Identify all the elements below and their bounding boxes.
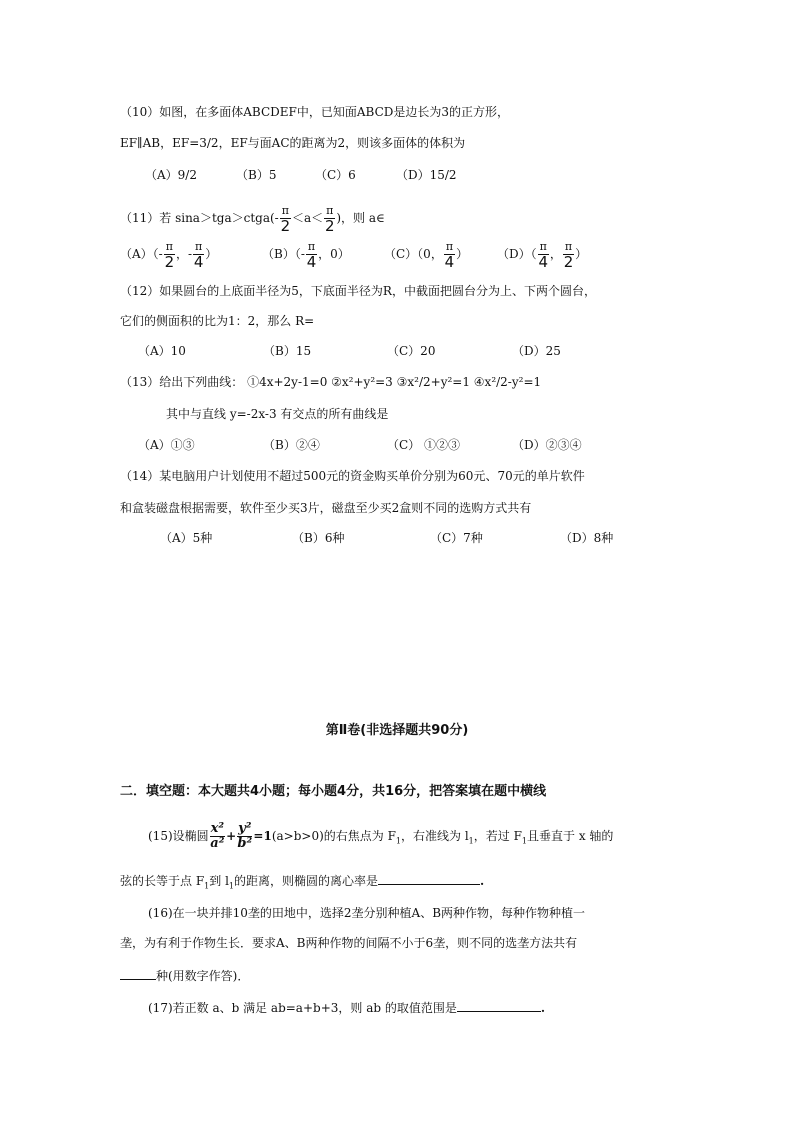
q15-line2: 弦的长等于点 $F_1$到 $l_1$的距离，则椭圆的离心率是 . — [120, 874, 485, 891]
q11-frac-pi-2: $\frac{\pi}{2}$ — [280, 204, 291, 235]
q13-option-d: （D）②③④ — [512, 438, 582, 452]
q14-line2: 和盒装磁盘根据需要，软件至少买3片，磁盘至少买2盒则不同的选购方式共有 — [120, 501, 532, 515]
q12-option-d: （D）25 — [512, 344, 561, 358]
q13-option-a: （A）①③ — [138, 438, 195, 452]
q14-line1: （14）某电脑用户计划使用不超过500元的资金购买单价分别为60元、70元的单片软件 — [120, 469, 585, 483]
q11-option-c: （C）（0， $\frac{\pi}{4}$ ） — [384, 240, 469, 271]
q15-line1: (15)设椭圆 $\frac{\text{x²}}{\text{a²}}$ + $\frac{\text{y²}}{\text{b²}}$ =1(a>b>0)的右焦点为 $F_1$，右准线为 $l_1$，若过 $F_1$且垂直于 x 轴的 — [148, 821, 614, 851]
q17-line: (17)若正数 a、b 满足 ab=a+b+3，则 ab 的取值范围是 . — [148, 1001, 546, 1015]
q13-line2: 其中与直线 y=-2x-3 有交点的所有曲线是 — [166, 407, 389, 421]
part2-title: 第Ⅱ卷(非选择题共90分) — [325, 723, 469, 738]
q14-option-a: （A）5种 — [160, 531, 213, 545]
q12-line1: （12）如果圆台的上底面半径为5，下底面半径为R，中截面把圆台分为上、下两个圆台， — [120, 284, 596, 298]
q16-line3: 种(用数字作答)． — [120, 967, 249, 984]
q16-line2: 垄，为有利于作物生长．要求A、B两种作物的间隔不小于6垄，则不同的选垄方法共有 — [120, 936, 578, 950]
q12-option-c: （C）20 — [387, 344, 436, 358]
q10-option-c: （C）6 — [315, 168, 356, 182]
q15-answer-blank[interactable] — [378, 872, 480, 885]
q15-frac-x2-a2: $\frac{\text{x²}}{\text{a²}}$ — [210, 821, 225, 851]
q11-option-a: （A）（- $\frac{\pi}{2}$ ，- $\frac{\pi}{4}$ ） — [120, 240, 218, 271]
q16-line1: (16)在一块并排10垄的田地中，选择2垄分别种植A、B两种作物，每种作物种植一 — [148, 906, 586, 920]
q10-line2: EF∥AB，EF=3/2，EF与面AC的距离为2，则该多面体的体积为 — [120, 136, 466, 150]
q10-option-a: （A）9/2 — [145, 168, 197, 182]
section2-heading: 二．填空题：本大题共4小题；每小题4分，共16分，把答案填在题中横线 — [120, 784, 547, 799]
q14-option-c: （C）7种 — [430, 531, 483, 545]
q15-frac-y2-b2: $\frac{\text{y²}}{\text{b²}}$ — [237, 821, 253, 851]
q13-line1: （13）给出下列曲线： ①4x+2y-1=0 ②x²+y²=3 ③x²/2+y²=1 ④x²/2-y²=1 — [120, 375, 542, 389]
q14-option-d: （D）8种 — [560, 531, 614, 545]
q13-option-c: （C） ①②③ — [387, 438, 460, 452]
q11-frac-pi-2b: $\frac{\pi}{2}$ — [324, 204, 335, 235]
q12-option-a: （A）10 — [138, 344, 186, 358]
q10-option-d: （D）15/2 — [396, 168, 457, 182]
q16-answer-blank[interactable] — [120, 967, 156, 980]
q11-option-d: （D）（ $\frac{\pi}{4}$ ， $\frac{\pi}{2}$ ） — [497, 240, 588, 271]
q11-prefix: （11）若 sina＞tga＞ctga(- — [120, 211, 279, 225]
q11-option-b: （B）（- $\frac{\pi}{4}$ ，0） — [262, 240, 350, 271]
q12-line2: 它们的侧面积的比为1：2，那么 R= — [120, 314, 315, 328]
q14-option-b: （B）6种 — [292, 531, 345, 545]
q13-option-b: （B）②④ — [263, 438, 320, 452]
q10-option-b: （B）5 — [236, 168, 277, 182]
q12-option-b: （B）15 — [263, 344, 312, 358]
q11-stem: （11）若 sina＞tga＞ctga(- $\frac{\pi}{2}$ ＜a＜ $\frac{\pi}{2}$ )，则 a∈ — [120, 204, 385, 235]
q10-line1: （10）如图，在多面体ABCDEF中，已知面ABCD是边长为3的正方形， — [120, 105, 510, 119]
q17-answer-blank[interactable] — [457, 999, 541, 1012]
